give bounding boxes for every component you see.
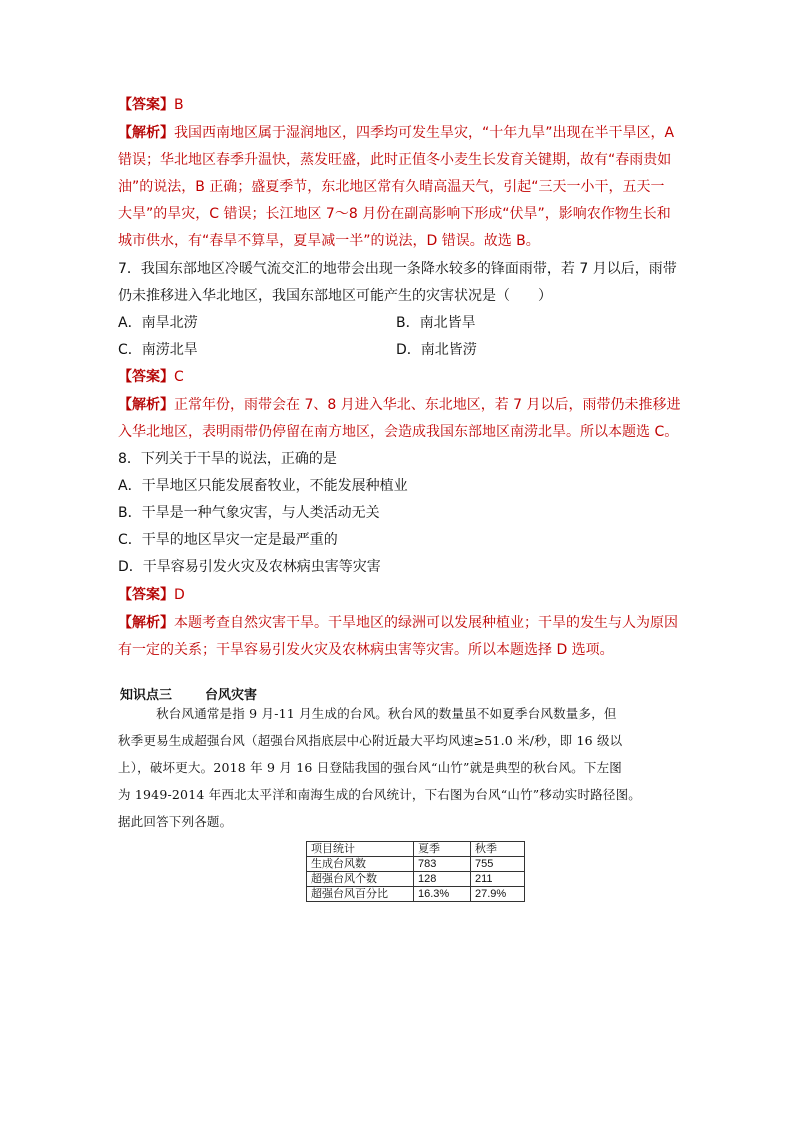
table-cell: 211 (471, 872, 525, 887)
q7-stem-line-1: 7．我国东部地区冷暖气流交汇的地带会出现一条降水较多的锋面雨带，若 7 月以后，雨带 (118, 261, 677, 277)
q8-answer: D (174, 587, 185, 603)
passage-line-2: 秋季更易生成超强台风（超强台风指底层中心附近最大平均风速≥51.0 米/秒，即 16 级以 (118, 733, 623, 748)
q8-option-a: A．干旱地区只能发展畜牧业，不能发展种植业 (118, 478, 408, 494)
q7-explanation-line-1: 【解析】正常年份，雨带会在 7、8 月进入华北、东北地区，若 7 月以后，雨带仍未推移进 (118, 397, 681, 413)
section-label: 知识点三 (120, 688, 173, 703)
explanation-tag: 【解析】 (118, 397, 174, 413)
q8-option-d: D．干旱容易引发火灾及农林病虫害等灾害 (118, 559, 381, 575)
q8-explanation-line-2: 有一定的关系；干旱容易引发火灾及农林病虫害等灾害。所以本题选择 D 选项。 (118, 642, 614, 658)
table-row (307, 887, 525, 902)
q8-answer-line (118, 585, 688, 605)
answer-tag: 【答案】 (118, 97, 174, 113)
q6-explanation-line-4: 大旱”的旱灾，C 错误；长江地区 7～8 月份在副高影响下形成“伏旱”，影响农作物生长和 (118, 206, 671, 222)
table-header-row (307, 842, 525, 857)
q6-explanation-line-2: 错误；华北地区春季升温快，蒸发旺盛，此时正值冬小麦生长发育关键期，故有“春雨贵如 (118, 152, 672, 168)
explanation-tag: 【解析】 (118, 125, 174, 141)
typhoon-stats-table (306, 841, 525, 902)
q6-answer: B (174, 97, 184, 113)
table-cell: 16.3% (414, 887, 471, 902)
table-cell: 超强台风个数 (307, 872, 414, 887)
q6-answer-line (118, 95, 688, 115)
q7-answer-line (118, 367, 688, 387)
table-cell: 超强台风百分比 (307, 887, 414, 902)
answer-tag: 【答案】 (118, 587, 174, 603)
passage-line-3: 上），破坏更大。2018 年 9 月 16 日登陆我国的强台风“山竹”就是典型的秋台风。下左图 (118, 760, 622, 775)
table-cell: 755 (471, 857, 525, 872)
table-row (307, 857, 525, 872)
table-cell: 生成台风数 (307, 857, 414, 872)
q8-option-c: C．干旱的地区旱灾一定是最严重的 (118, 532, 338, 548)
table-header-cell: 项目统计 (307, 842, 414, 857)
table-cell: 128 (414, 872, 471, 887)
passage-line-4: 为 1949-2014 年西北太平洋和南海生成的台风统计，下右图为台风“山竹”移动实时路径图。 (118, 787, 641, 802)
passage-line-1: 秋台风通常是指 9 月-11 月生成的台风。秋台风的数量虽不如夏季台风数量多，但 (118, 706, 617, 721)
table-cell: 783 (414, 857, 471, 872)
table-row (307, 872, 525, 887)
q7-stem-line-2: 仍未推移进入华北地区，我国东部地区可能产生的灾害状况是（ ） (118, 288, 552, 304)
explanation-tag: 【解析】 (118, 615, 174, 631)
table-header-cell: 夏季 (414, 842, 471, 857)
q8-option-b: B．干旱是一种气象灾害，与人类活动无关 (118, 505, 380, 521)
q7-option-c: C．南涝北旱 (118, 342, 198, 358)
q7-option-b: B．南北皆旱 (396, 315, 476, 331)
q6-explanation-line-3: 油”的说法，B 正确；盛夏季节，东北地区常有久晴高温天气，引起“三天一小干，五天一 (118, 179, 665, 195)
q7-answer: C (174, 369, 184, 385)
answer-tag: 【答案】 (118, 369, 174, 385)
table-cell: 27.9% (471, 887, 525, 902)
section-title: 台风灾害 (205, 688, 258, 703)
table-header-cell: 秋季 (471, 842, 525, 857)
q6-explanation-line-5: 城市供水，有“春旱不算旱，夏旱减一半”的说法，D 错误。故选 B。 (118, 233, 540, 249)
q7-explanation-line-2: 入华北地区，表明雨带仍停留在南方地区，会造成我国东部地区南涝北旱。所以本题选 C。 (118, 424, 679, 440)
q7-option-d: D．南北皆涝 (396, 342, 477, 358)
passage-line-5: 据此回答下列各题。 (118, 814, 233, 829)
q8-explanation-line-1: 【解析】本题考查自然灾害干旱。干旱地区的绿洲可以发展种植业；干旱的发生与人为原因 (118, 615, 678, 631)
q6-explanation-line-1: 【解析】我国西南地区属于湿润地区，四季均可发生旱灾，“十年九旱”出现在半干旱区，A (118, 125, 675, 141)
q7-option-a: A．南旱北涝 (118, 315, 198, 331)
q8-stem: 8．下列关于干旱的说法，正确的是 (118, 451, 337, 467)
